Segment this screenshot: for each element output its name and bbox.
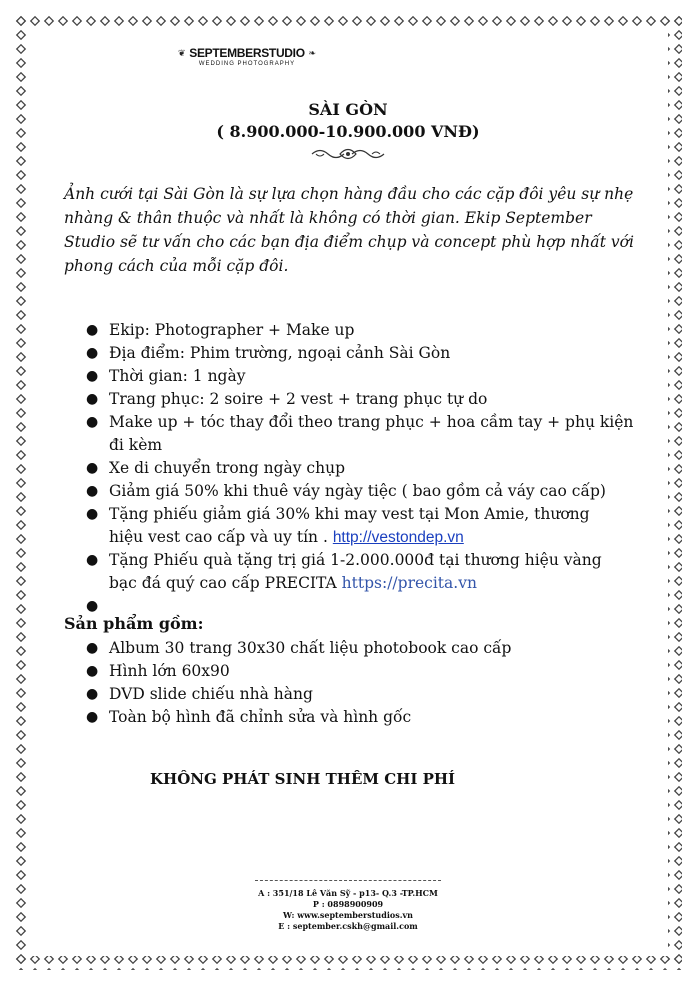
intro-line: nhàng & thân thuộc và nhất là không có thời gian. Ekip September <box>64 209 592 227</box>
services-list <box>64 319 644 618</box>
list-item-text: Tặng Phiếu quà tặng trị giá 1-2.000.000đ tại thương hiệu vàng <box>109 551 602 569</box>
list-item <box>64 660 644 683</box>
list-item-text: Xe di chuyển trong ngày chụp <box>109 459 345 477</box>
list-item-text: Thời gian: 1 ngày <box>109 367 246 385</box>
bullet-icon: ● <box>86 709 99 725</box>
bullet-icon: ● <box>86 391 99 407</box>
products-heading: Sản phẩm gồm: <box>64 614 204 633</box>
list-item-text: Album 30 trang 30x30 chất liệu photobook cao cấp <box>109 639 512 657</box>
list-item <box>64 706 644 729</box>
bullet-icon: ● <box>86 460 99 476</box>
logo-ornament-right-icon: ❧ <box>308 49 316 59</box>
list-item <box>64 457 644 480</box>
logo-tagline: WEDDING PHOTOGRAPHY <box>198 61 296 67</box>
list-item-text: Tặng phiếu giảm giá 30% khi may vest tại Mon Amie, thương <box>109 505 590 523</box>
package-price: ( 8.900.000-10.900.000 VNĐ) <box>216 122 480 141</box>
list-item-text: Trang phục: 2 soire + 2 vest + trang phục tự do <box>109 390 488 408</box>
list-item-text: Hình lớn 60x90 <box>109 662 230 680</box>
list-item-text: Giảm giá 50% khi thuê váy ngày tiệc ( bao gồm cả váy cao cấp) <box>109 482 606 500</box>
list-item <box>64 549 644 595</box>
list-item-text: Make up + tóc thay đổi theo trang phục + hoa cầm tay + phụ kiện <box>109 413 634 431</box>
list-item-text: Ekip: Photographer + Make up <box>109 321 355 339</box>
bullet-icon: ● <box>86 483 99 499</box>
bullet-icon: ● <box>86 368 99 384</box>
bullet-icon: ● <box>86 322 99 338</box>
list-item <box>64 637 644 660</box>
bullet-icon: ● <box>86 506 99 522</box>
intro-line: Ảnh cưới tại Sài Gòn là sự lựa chọn hàng đầu cho các cặp đôi yêu sự nhẹ <box>64 185 634 203</box>
list-item-text: Toàn bộ hình đã chỉnh sửa và hình gốc <box>109 708 412 726</box>
footer-phone: P : 0898900909 <box>312 899 384 909</box>
ornament-divider-icon <box>310 146 386 162</box>
bullet-icon: ● <box>86 345 99 361</box>
vestondep-link[interactable]: http://vestondep.vn <box>332 529 464 546</box>
list-item-text: Địa điểm: Phim trường, ngoại cảnh Sài Gòn <box>109 344 451 362</box>
bullet-icon: ● <box>86 414 99 430</box>
precita-link[interactable]: https://precita.vn <box>341 574 477 592</box>
bullet-icon: ● <box>86 598 99 614</box>
intro-line: phong cách của mỗi cặp đôi. <box>64 257 289 275</box>
list-item <box>64 388 644 411</box>
list-item-text: hiệu vest cao cấp và uy tín . <box>109 528 333 546</box>
intro-line: Studio sẽ tư vấn cho các bạn địa điểm chụp và concept phù hợp nhất với <box>64 233 634 251</box>
bullet-icon: ● <box>86 552 99 568</box>
list-item-text: đi kèm <box>109 436 163 454</box>
footer-website: W: www.septemberstudios.vn <box>283 910 413 920</box>
list-item <box>64 342 644 365</box>
products-list <box>64 637 644 729</box>
bullet-icon: ● <box>86 640 99 656</box>
bullet-icon: ● <box>86 686 99 702</box>
bullet-icon: ● <box>86 663 99 679</box>
list-item <box>64 319 644 342</box>
list-item-text: bạc đá quý cao cấp PRECITA <box>109 574 342 592</box>
list-item <box>64 411 644 457</box>
package-title: SÀI GÒN <box>308 100 388 119</box>
list-item-text: DVD slide chiếu nhà hàng <box>109 685 313 703</box>
footer-divider <box>255 880 441 881</box>
studio-logo <box>178 46 316 72</box>
intro-paragraph <box>64 182 634 278</box>
list-item <box>64 503 644 549</box>
logo-brand: SEPTEMBERSTUDIO <box>189 46 305 60</box>
footer-email: E : september.cskh@gmail.com <box>278 921 418 931</box>
list-item <box>64 480 644 503</box>
no-extra-cost-notice: KHÔNG PHÁT SINH THÊM CHI PHÍ <box>150 770 456 788</box>
footer-address: A : 351/18 Lê Văn Sỹ - p13- Q.3 -TP.HCM <box>258 888 438 898</box>
list-item <box>64 365 644 388</box>
logo-ornament-left-icon: ❦ <box>178 49 186 59</box>
list-item <box>64 683 644 706</box>
